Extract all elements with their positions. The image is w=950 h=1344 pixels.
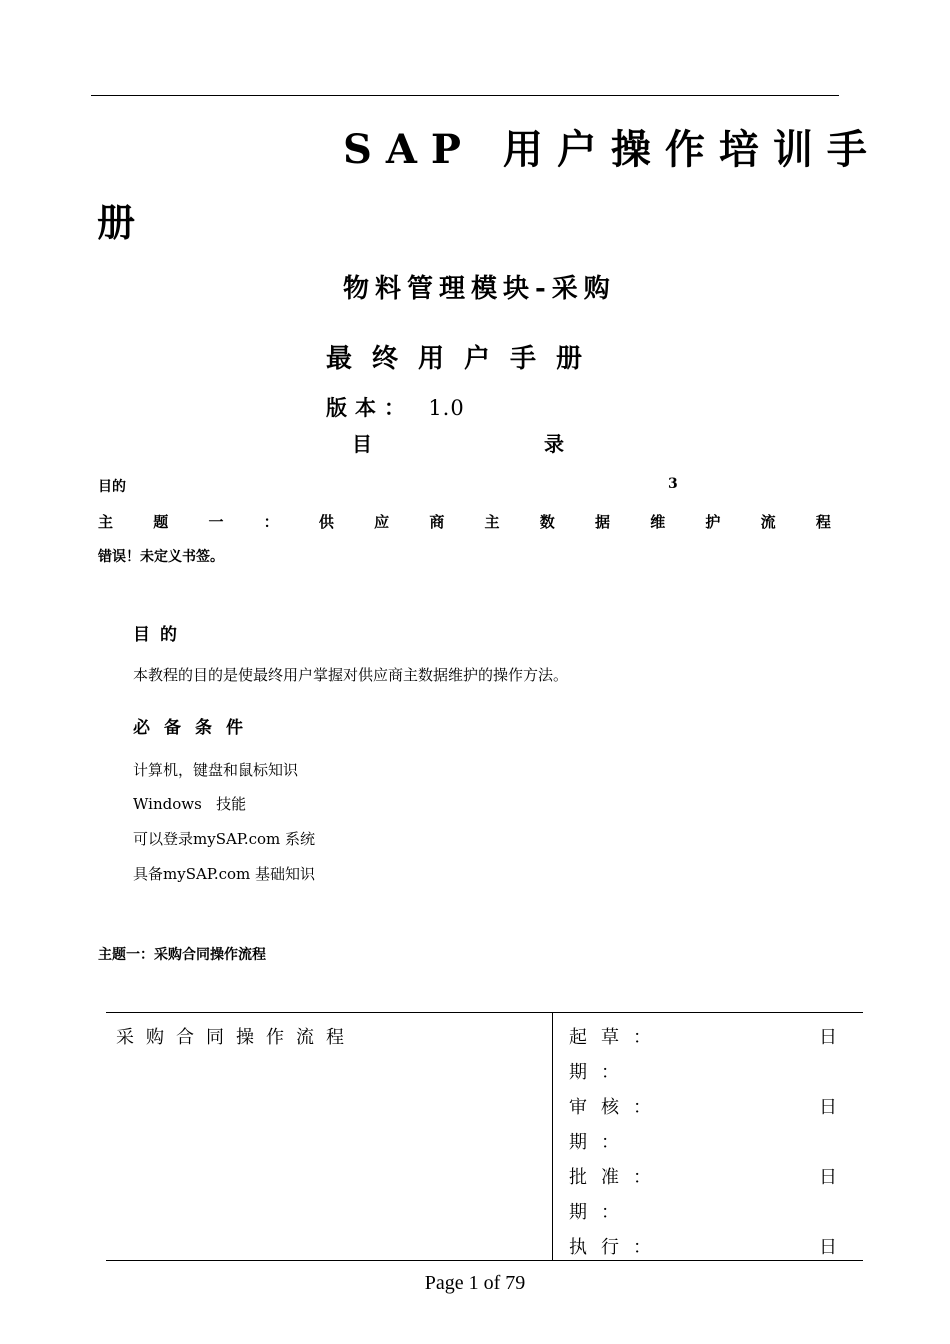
prereq-item: 计算机，键盘和鼠标知识 bbox=[133, 761, 299, 779]
toc-entry-char: 主 bbox=[484, 513, 500, 531]
toc-entry-char: 护 bbox=[705, 513, 721, 531]
page-footer: Page 1 of 79 bbox=[424, 1272, 526, 1294]
row-right: 日 bbox=[819, 1167, 837, 1188]
row-right: 日 bbox=[819, 1027, 837, 1048]
table-row bbox=[569, 1233, 837, 1259]
header-rule bbox=[91, 95, 839, 96]
toc-entry-char: 维 bbox=[650, 513, 666, 531]
row-cont: 期： bbox=[569, 1132, 633, 1153]
toc-entry-purpose-page: 3 bbox=[668, 476, 678, 492]
toc-entry-char: ： bbox=[263, 513, 279, 531]
row-label: 执行： bbox=[569, 1237, 665, 1258]
table-row bbox=[569, 1163, 837, 1189]
toc-entry-char: 数 bbox=[539, 513, 555, 531]
document-title: SAP 用户操作培训手 bbox=[343, 126, 881, 173]
version-value: 1.0 bbox=[428, 396, 465, 420]
toc-entry-char: 供 bbox=[318, 513, 334, 531]
prereq-heading: 必备条件 bbox=[133, 718, 257, 738]
table-row-cont bbox=[569, 1058, 837, 1084]
toc-entry-char: 据 bbox=[594, 513, 610, 531]
approval-table bbox=[106, 1012, 863, 1261]
toc-heading-left: 目 bbox=[352, 432, 372, 456]
prereq-item: 可以登录mySAP.com 系统 bbox=[133, 830, 316, 848]
toc-entry-error: 错误！未定义书签。 bbox=[98, 549, 224, 565]
manual-subtitle: 最终用户手册 bbox=[326, 344, 603, 374]
prereq-item: Windows 技能 bbox=[133, 795, 247, 813]
toc-entry-char: 商 bbox=[429, 513, 445, 531]
toc-entry-char: 题 bbox=[153, 513, 169, 531]
version-line bbox=[326, 392, 465, 422]
row-cont: 期： bbox=[569, 1062, 633, 1083]
row-right: 日 bbox=[819, 1237, 837, 1258]
purpose-heading: 目的 bbox=[133, 625, 187, 645]
module-subtitle: 物料管理模块-采购 bbox=[343, 274, 616, 304]
prereq-item: 具备mySAP.com 基础知识 bbox=[133, 865, 316, 883]
toc-entry-char: 程 bbox=[815, 513, 831, 531]
document-title-wrap: 册 bbox=[97, 200, 136, 245]
toc-entry-purpose[interactable]: 目的 bbox=[98, 479, 126, 495]
table-process-title: 采购合同操作流程 bbox=[116, 1027, 356, 1048]
toc-entry-char: 主 bbox=[98, 513, 114, 531]
toc-entry-char: 应 bbox=[374, 513, 390, 531]
toc-entry-char: 一 bbox=[208, 513, 224, 531]
table-row bbox=[569, 1093, 837, 1119]
table-row-cont bbox=[569, 1128, 837, 1154]
purpose-text: 本教程的目的是使最终用户掌握对供应商主数据维护的操作方法。 bbox=[133, 666, 569, 684]
row-cont: 期： bbox=[569, 1202, 633, 1223]
toc-entry-char: 流 bbox=[760, 513, 776, 531]
row-label: 起草： bbox=[569, 1027, 665, 1048]
table-row bbox=[569, 1023, 837, 1049]
table-divider bbox=[552, 1013, 553, 1260]
row-label: 批准： bbox=[569, 1167, 665, 1188]
toc-entry-topic1[interactable] bbox=[98, 511, 831, 532]
row-label: 审核： bbox=[569, 1097, 665, 1118]
toc-heading-right: 录 bbox=[544, 432, 564, 456]
version-label: 版本： bbox=[326, 395, 413, 420]
toc-heading bbox=[352, 428, 564, 457]
topic-heading: 主题一：采购合同操作流程 bbox=[98, 947, 266, 963]
table-row-cont bbox=[569, 1198, 837, 1224]
row-right: 日 bbox=[819, 1097, 837, 1118]
